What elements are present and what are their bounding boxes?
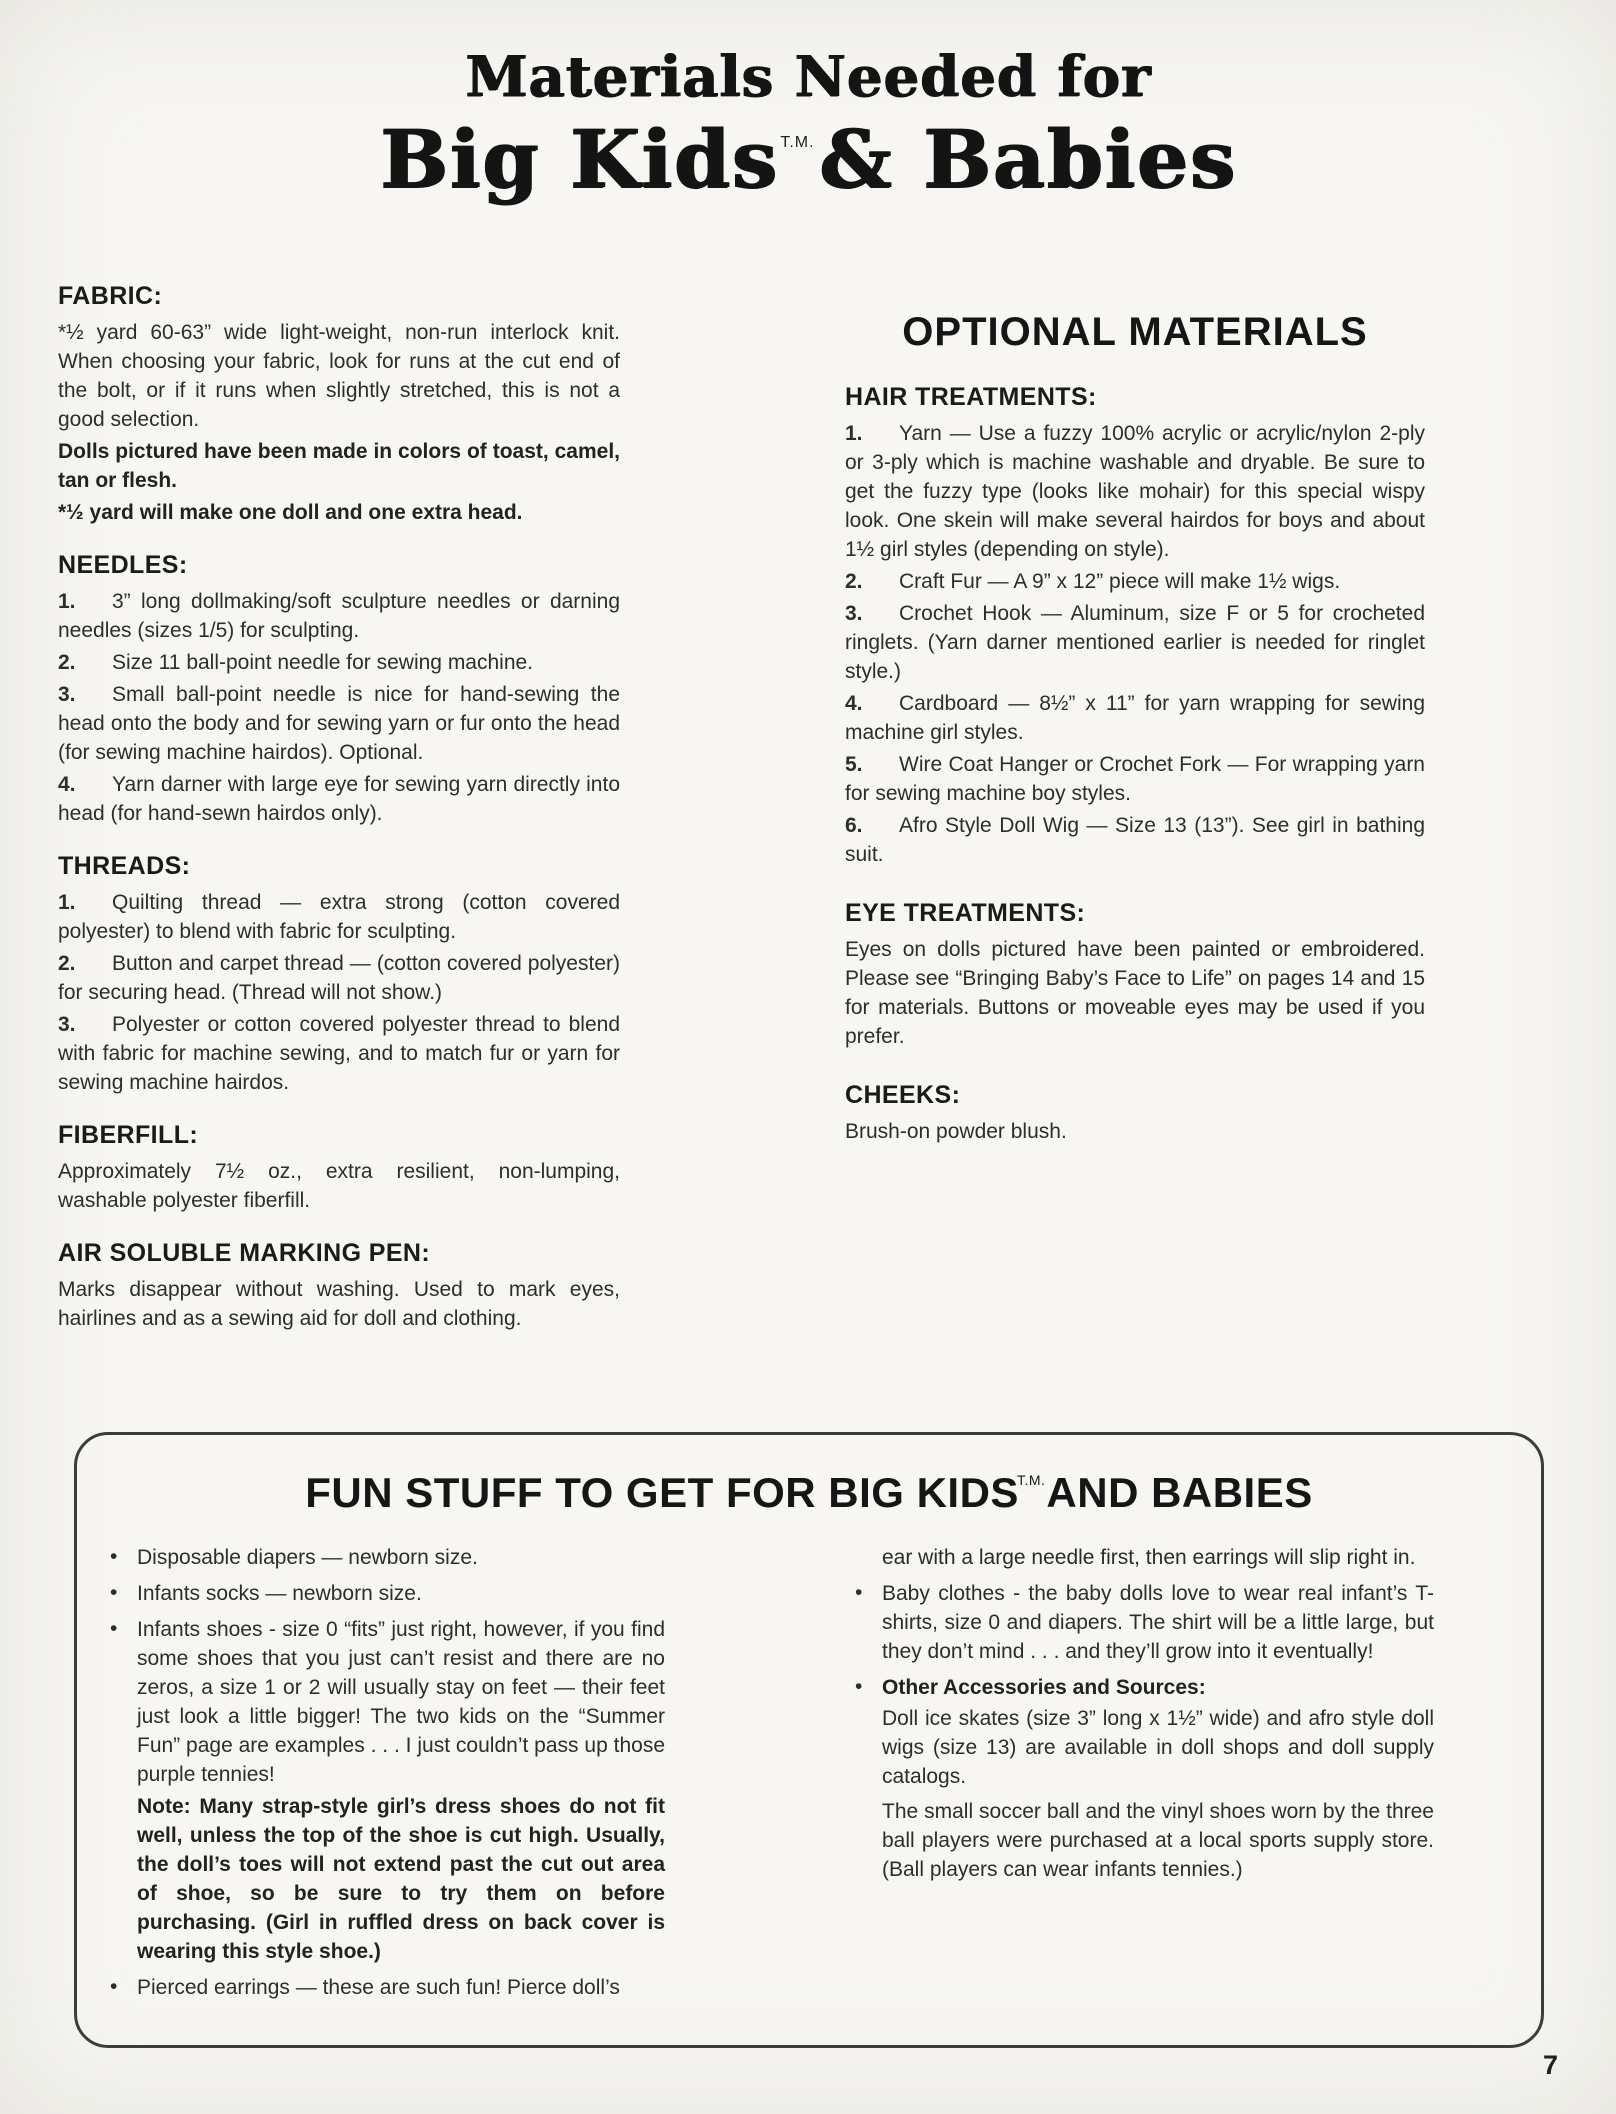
item-text: Crochet Hook — Aluminum, size F or 5 for crocheted ringlets. (Yarn darner mentioned earlier is needed for ringlet style.) (845, 602, 1425, 683)
item-number: 2. (58, 651, 76, 674)
item-number: 1. (845, 422, 863, 445)
fabric-colors-note: Dolls pictured have been made in colors of toast, camel, tan or flesh. (58, 440, 620, 492)
optional-materials-heading: OPTIONAL MATERIALS (902, 310, 1368, 354)
bullet-icon: • (110, 1545, 118, 1568)
item-number: 6. (845, 814, 863, 837)
fabric-heading: FABRIC: (58, 282, 163, 310)
fun-heading-pre: FUN STUFF TO GET FOR BIG KIDS (305, 1469, 1019, 1516)
title-big-kids: Big Kids (379, 112, 779, 206)
bullet-icon: • (110, 1581, 118, 1604)
title-line-2 (0, 112, 1616, 206)
fiberfill-heading: FIBERFILL: (58, 1121, 199, 1149)
item-text: Yarn — Use a fuzzy 100% acrylic or acrylic/nylon 2-ply or 3-ply which is machine washable and dryable. Be sure to get the fuzzy type (looks like mohair) for this special wispy look. One skein will make several hairdos for boys and about 1½ girl styles (depending on style). (845, 422, 1425, 561)
accessories-label: Other Accessories and Sources: (882, 1676, 1206, 1699)
fabric-paragraph: *½ yard 60-63” wide light-weight, non-run interlock knit. When choosing your fabric, look for runs at the cut end of the bolt, or if it runs when slightly stretched, this is not a good selection. (58, 321, 620, 431)
list-item (848, 1673, 1434, 1884)
item-number: 3. (58, 683, 76, 706)
page-header (0, 44, 1616, 206)
title-line-1: Materials Needed for (465, 44, 1151, 110)
bullet-icon: • (855, 1581, 863, 1604)
eye-treatments-paragraph: Eyes on dolls pictured have been painted or embroidered. Please see “Bringing Baby’s Face to Life” on pages 14 and 15 for materials. Buttons or moveable eyes may be used if you prefer. (845, 938, 1425, 1048)
threads-item-1 (58, 888, 620, 946)
item-text: Afro Style Doll Wig — Size 13 (13”). See girl in bathing suit. (845, 814, 1425, 866)
item-text: Size 11 ball-point needle for sewing machine. (112, 651, 534, 674)
item-number: 3. (845, 602, 863, 625)
marking-pen-heading: AIR SOLUBLE MARKING PEN: (58, 1239, 431, 1267)
fun-stuff-heading (77, 1469, 1541, 1517)
list-item (103, 1615, 665, 1966)
trademark-superscript: T.M. (1016, 1472, 1046, 1488)
list-item (103, 1973, 665, 2002)
fun-box-left-column (103, 1543, 665, 2009)
item-text: Wire Coat Hanger or Crochet Fork — For wrapping yarn for sewing machine boy styles. (845, 753, 1425, 805)
left-column (58, 282, 620, 1336)
item-number: 4. (58, 773, 76, 796)
item-text: Button and carpet thread — (cotton covered polyester) for securing head. (Thread will not show.) (58, 952, 620, 1004)
fiberfill-paragraph: Approximately 7½ oz., extra resilient, non-lumping, washable polyester fiberfill. (58, 1160, 620, 1212)
list-item (103, 1579, 665, 1608)
fun-stuff-box (74, 1432, 1544, 2048)
item-text: Cardboard — 8½” x 11” for yarn wrapping for sewing machine girl styles. (845, 692, 1425, 744)
earrings-continuation: ear with a large needle first, then earrings will slip right in. (882, 1546, 1416, 1569)
item-text: 3” long dollmaking/soft sculpture needles or darning needles (sizes 1/5) for sculpting. (58, 590, 620, 642)
page-number: 7 (1542, 2050, 1558, 2080)
needles-item-1 (58, 587, 620, 645)
fun-box-columns (77, 1543, 1541, 2009)
hair-item-5 (845, 750, 1425, 808)
list-item-text: Pierced earrings — these are such fun! Pierce doll’s (137, 1976, 620, 1999)
list-item-text: Infants shoes - size 0 “fits” just right, however, if you find some shoes that you just can’t resist and there are no zeros, a size 1 or 2 will usually stay on feet — their feet just look a little bigger! The two kids on the “Summer Fun” page are examples . . . I just couldn’t pass up those purple tennies! (137, 1618, 665, 1786)
eye-treatments-heading: EYE TREATMENTS: (845, 899, 1086, 927)
fun-heading-post: AND BABIES (1046, 1469, 1313, 1516)
threads-item-2 (58, 949, 620, 1007)
item-number: 1. (58, 590, 76, 613)
needles-item-4 (58, 770, 620, 828)
hair-item-2 (845, 567, 1425, 596)
cheeks-heading: CHEEKS: (845, 1081, 961, 1109)
item-number: 5. (845, 753, 863, 776)
needles-item-2 (58, 648, 620, 677)
fabric-yardage-note: *½ yard will make one doll and one extra head. (58, 501, 523, 524)
item-number: 2. (845, 570, 863, 593)
list-item (848, 1579, 1434, 1666)
item-number: 3. (58, 1013, 76, 1036)
item-text: Yarn darner with large eye for sewing yarn directly into head (for hand-sewn hairdos only). (58, 773, 620, 825)
list-item-text: Disposable diapers — newborn size. (137, 1546, 478, 1569)
hair-item-4 (845, 689, 1425, 747)
hair-item-1 (845, 419, 1425, 564)
marking-pen-paragraph: Marks disappear without washing. Used to mark eyes, hairlines and as a sewing aid for doll and clothing. (58, 1278, 620, 1330)
item-text: Polyester or cotton covered polyester thread to blend with fabric for machine sewing, and to match fur or yarn for sewing machine hairdos. (58, 1013, 620, 1094)
fun-box-right-column (848, 1543, 1434, 2009)
item-text: Small ball-point needle is nice for hand-sewing the head onto the body and for sewing yarn or fur onto the head (for sewing machine hairdos). Optional. (58, 683, 620, 764)
item-text: Quilting thread — extra strong (cotton covered polyester) to blend with fabric for sculpting. (58, 891, 620, 943)
cheeks-paragraph: Brush-on powder blush. (845, 1120, 1067, 1143)
needles-heading: NEEDLES: (58, 551, 188, 579)
hair-item-6 (845, 811, 1425, 869)
item-text: Craft Fur — A 9” x 12” piece will make 1½ wigs. (899, 570, 1341, 593)
item-number: 4. (845, 692, 863, 715)
hair-treatments-heading: HAIR TREATMENTS: (845, 383, 1097, 411)
list-item-text: Baby clothes - the baby dolls love to wear real infant’s T-shirts, size 0 and diapers. The shirt will be a little large, but they don’t mind . . . and they’ll grow into it eventually! (882, 1582, 1434, 1663)
fun-list-left (103, 1543, 665, 2002)
title-and-babies: & Babies (818, 112, 1237, 206)
list-item (103, 1543, 665, 1572)
trademark-superscript: T.M. (780, 134, 815, 151)
right-column (845, 310, 1425, 1149)
bullet-icon: • (110, 1975, 118, 1998)
fun-list-right (848, 1579, 1434, 1884)
hair-item-3 (845, 599, 1425, 686)
threads-item-3 (58, 1010, 620, 1097)
item-number: 1. (58, 891, 76, 914)
bullet-icon: • (855, 1675, 863, 1698)
needles-item-3 (58, 680, 620, 767)
threads-heading: THREADS: (58, 852, 191, 880)
shoes-note: Note: Many strap-style girl’s dress shoes do not fit well, unless the top of the shoe is cut high. Usually, the doll’s toes will not extend past the cut out area of shoe, so be sure to try them on before purchasing. (Girl in ruffled dress on back cover is wearing this style shoe.) (137, 1795, 665, 1963)
bullet-icon: • (110, 1617, 118, 1640)
list-item-text: Infants socks — newborn size. (137, 1582, 422, 1605)
accessories-paragraph-2: The small soccer ball and the vinyl shoes worn by the three ball players were purchased at a local sports supply store. (Ball players can wear infants tennies.) (882, 1800, 1434, 1881)
accessories-paragraph-1: Doll ice skates (size 3” long x 1½” wide) and afro style doll wigs (size 13) are available in doll shops and doll supply catalogs. (882, 1707, 1434, 1788)
item-number: 2. (58, 952, 76, 975)
